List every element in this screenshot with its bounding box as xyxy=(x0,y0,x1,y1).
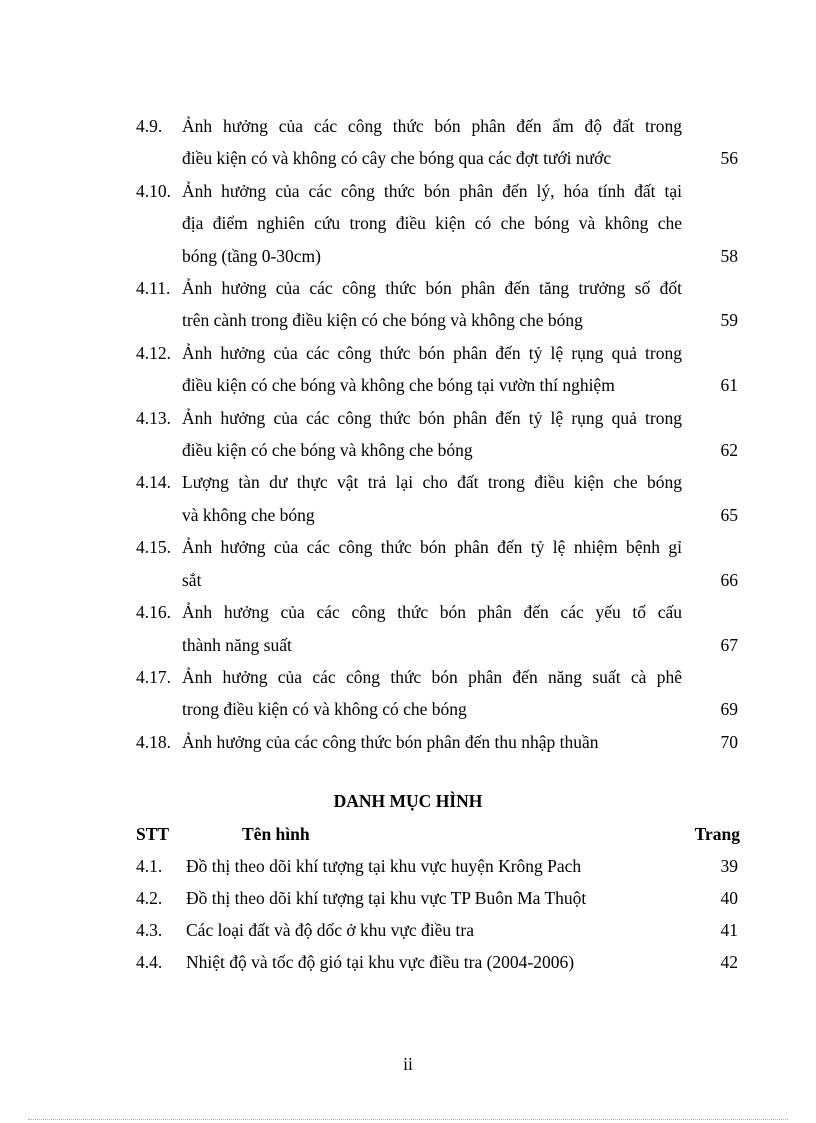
page-number: ii xyxy=(403,1054,413,1074)
toc-entry-number: 4.12. xyxy=(136,342,171,363)
toc-entry xyxy=(136,402,740,467)
toc-entry-line: Lượng tàn dư thực vật trả lại cho đất trong điều kiện che bóng xyxy=(182,472,682,493)
figure-title: Đồ thị theo dõi khí tượng tại khu vực TP Buôn Ma Thuột xyxy=(186,888,587,908)
toc-entry-line: Ảnh hưởng của các công thức bón phân đến tỷ lệ nhiệm bệnh gỉ xyxy=(182,537,682,558)
toc-entry-line: Ảnh hưởng của các công thức bón phân đến thu nhập thuần xyxy=(182,731,599,752)
figure-number: 4.2. xyxy=(136,888,163,908)
toc-entry xyxy=(136,337,740,402)
figure-row xyxy=(136,916,740,948)
toc-entry-line: điều kiện có và không có cây che bóng qua các đợt tưới nước xyxy=(182,148,612,169)
toc-entry-line: Ảnh hưởng của các công thức bón phân đến lý, hóa tính đất tại xyxy=(182,180,682,201)
toc-entry-line: Ảnh hưởng của các công thức bón phân đến năng suất cà phê xyxy=(182,666,682,687)
toc-entry xyxy=(136,175,740,272)
toc-entry-page: 61 xyxy=(720,375,738,396)
figure-page: 41 xyxy=(720,920,738,940)
toc-entry-number: 4.13. xyxy=(136,407,171,428)
toc-entry-line: sắt xyxy=(182,569,202,590)
toc-entry-line: điều kiện có che bóng và không che bóng tại vườn thí nghiệm xyxy=(182,375,615,396)
toc-entry xyxy=(136,531,740,596)
toc-entry-page: 70 xyxy=(720,731,738,752)
header-page: Trang xyxy=(694,824,740,844)
figure-number: 4.1. xyxy=(136,856,163,876)
toc-entry-line: Ảnh hưởng của các công thức bón phân đến tỷ lệ rụng quả trong xyxy=(182,407,682,428)
figure-list-title: DANH MỤC HÌNH xyxy=(333,791,483,811)
toc-entry xyxy=(136,726,740,758)
toc-entry-page: 65 xyxy=(720,504,738,525)
figure-page: 42 xyxy=(720,952,738,972)
figure-title: Nhiệt độ và tốc độ gió tại khu vực điều tra (2004-2006) xyxy=(186,952,575,972)
toc-entry xyxy=(136,272,740,337)
toc-entry xyxy=(136,661,740,726)
toc-entry xyxy=(136,466,740,531)
figure-page: 40 xyxy=(720,888,738,908)
toc-entry-page: 62 xyxy=(720,440,738,461)
figure-title: Đồ thị theo dõi khí tượng tại khu vực huyện Krông Pach xyxy=(186,856,582,876)
toc-entry xyxy=(136,110,740,175)
figure-number: 4.4. xyxy=(136,952,163,972)
toc-entry-line: thành năng suất xyxy=(182,634,292,655)
toc-entry-line: Ảnh hưởng của các công thức bón phân đến tỷ lệ rụng quả trong xyxy=(182,342,682,363)
header-stt: STT xyxy=(136,824,170,844)
table-list xyxy=(136,110,740,758)
toc-entry-page: 66 xyxy=(720,569,738,590)
toc-entry-line: và không che bóng xyxy=(182,504,315,525)
toc-entry-page: 58 xyxy=(720,245,738,266)
toc-entry-line: trên cành trong điều kiện có che bóng và không che bóng xyxy=(182,310,583,331)
toc-entry-page: 67 xyxy=(720,634,738,655)
toc-entry xyxy=(136,596,740,661)
figure-row xyxy=(136,884,740,916)
figure-list-header xyxy=(136,822,740,846)
toc-entry-number: 4.16. xyxy=(136,602,171,623)
figure-row xyxy=(136,852,740,884)
figure-row xyxy=(136,948,740,980)
toc-entry-number: 4.18. xyxy=(136,731,171,752)
toc-entry-number: 4.10. xyxy=(136,180,171,201)
toc-entry-line: điều kiện có che bóng và không che bóng xyxy=(182,440,473,461)
toc-entry-line: địa điểm nghiên cứu trong điều kiện có che bóng và không che xyxy=(182,213,682,234)
toc-entry-page: 56 xyxy=(720,148,738,169)
page-bottom-divider xyxy=(28,1119,788,1120)
toc-entry-line: Ảnh hưởng của các công thức bón phân đến các yếu tố cấu xyxy=(182,602,682,623)
figure-page: 39 xyxy=(720,856,738,876)
header-name: Tên hình xyxy=(242,824,310,844)
toc-entry-number: 4.11. xyxy=(136,278,171,299)
figure-title: Các loại đất và độ dốc ở khu vực điều tra xyxy=(186,920,474,940)
toc-entry-number: 4.14. xyxy=(136,472,171,493)
figure-number: 4.3. xyxy=(136,920,163,940)
toc-entry-line: Ảnh hưởng của các công thức bón phân đến ẩm độ đất trong xyxy=(182,116,682,136)
toc-entry-page: 69 xyxy=(720,699,738,720)
toc-entry-number: 4.15. xyxy=(136,537,171,558)
toc-entry-line: Ảnh hưởng của các công thức bón phân đến tăng trưởng số đốt xyxy=(182,278,682,299)
toc-entry-line: bóng (tầng 0-30cm) xyxy=(182,245,321,266)
toc-entry-number: 4.9. xyxy=(136,116,163,136)
toc-entry-line: trong điều kiện có và không có che bóng xyxy=(182,699,467,720)
toc-entry-page: 59 xyxy=(720,310,738,331)
toc-entry-number: 4.17. xyxy=(136,666,171,687)
figure-list xyxy=(136,852,740,980)
